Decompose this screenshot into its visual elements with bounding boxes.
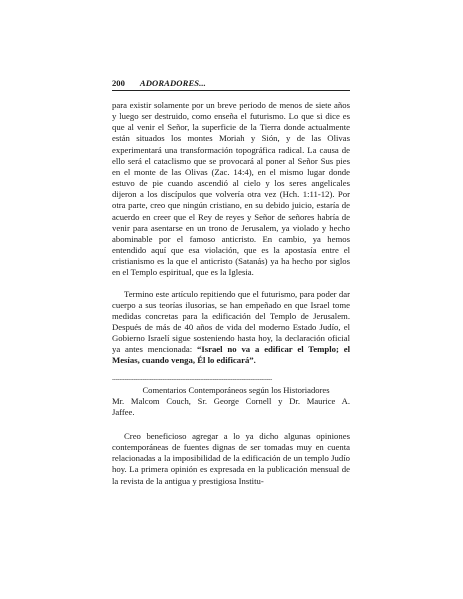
page-header [112,78,350,89]
paragraph-2-text: Termino este artículo repitiendo que el futurismo, para poder dar cuerpo a sus teorías ilusorias, se han empeñado en que Israel tome medidas concretas para la edificación del Templo de Jerusalem. Después de más de 40 años de vida del moderno Estado Judío, el Gobierno Israelí sigue sosteniendo hasta hoy, la declaración oficial ya antes mencionada: [112,288,350,355]
section-heading-line-3: Jaffee. [112,406,135,417]
header-rule [112,90,350,91]
paragraph-3: Creo beneficioso agregar a lo ya dicho algunas opiniones contemporáneas de fuentes dignas de ser tomadas muy en cuenta relacionadas a la imposibilidad de la edificación de un templo Judío hoy. La primera opinión es expresada en la publicación mensual de la revista de la antigua y prestigiosa Institu- [112,430,350,486]
section-heading-line-1: Comentarios Contemporáneos según los Historiadores [142,384,330,395]
running-title: ADORADORES... [139,78,206,88]
section-heading [112,385,350,418]
page-number: 200 [112,78,125,88]
paragraph-2-quote: “Israel no va a edificar el Templo; el Mesías, cuando venga, Él lo edificará”. [112,344,351,366]
paragraph-1: para existir solamente por un breve periodo de menos de siete años y luego ser destruido, como enseña el futurismo. Lo que si dice es que al venir el Señor, la superficie de la Tierra donde actualmente están situados los montes Moriah y Sión, y de las Olivas experimentará una transformación topográfica radical. La causa de ello será el cataclismo que se provocará al poner al Señor Sus pies en el monte de las Olivas (Zac. 14:4), en el mismo lugar donde estuvo de pie cuando ascendió al cielo y los seres angelicales dijeron a los discípulos que volvería otra vez (Hch. 1:11-12). Por otra parte, creo que ningún cristiano, en su debido juicio, estaría de acuerdo en creer que el Rey de reyes y Señor de señores habría de venir para asentarse en un trono de Jerusalem, ya violado y hecho abominable por el famoso anticristo. En cambio, ya hemos entendido aquí que esa violación, que es la apostasía entre el cristianismo es la que el anticristo (Satanás) ya ha hecho por siglos en el Templo espiritual, que es la Iglesia. [112,100,350,278]
book-page [112,78,350,487]
paragraph-2 [112,289,350,367]
section-separator: ----------------------------------------------------------------------------------------- [112,376,273,383]
section-heading-line-2: Mr. Malcom Couch, Sr. George Cornell y Dr. Maurice A. [112,395,350,406]
body-text [112,100,350,487]
